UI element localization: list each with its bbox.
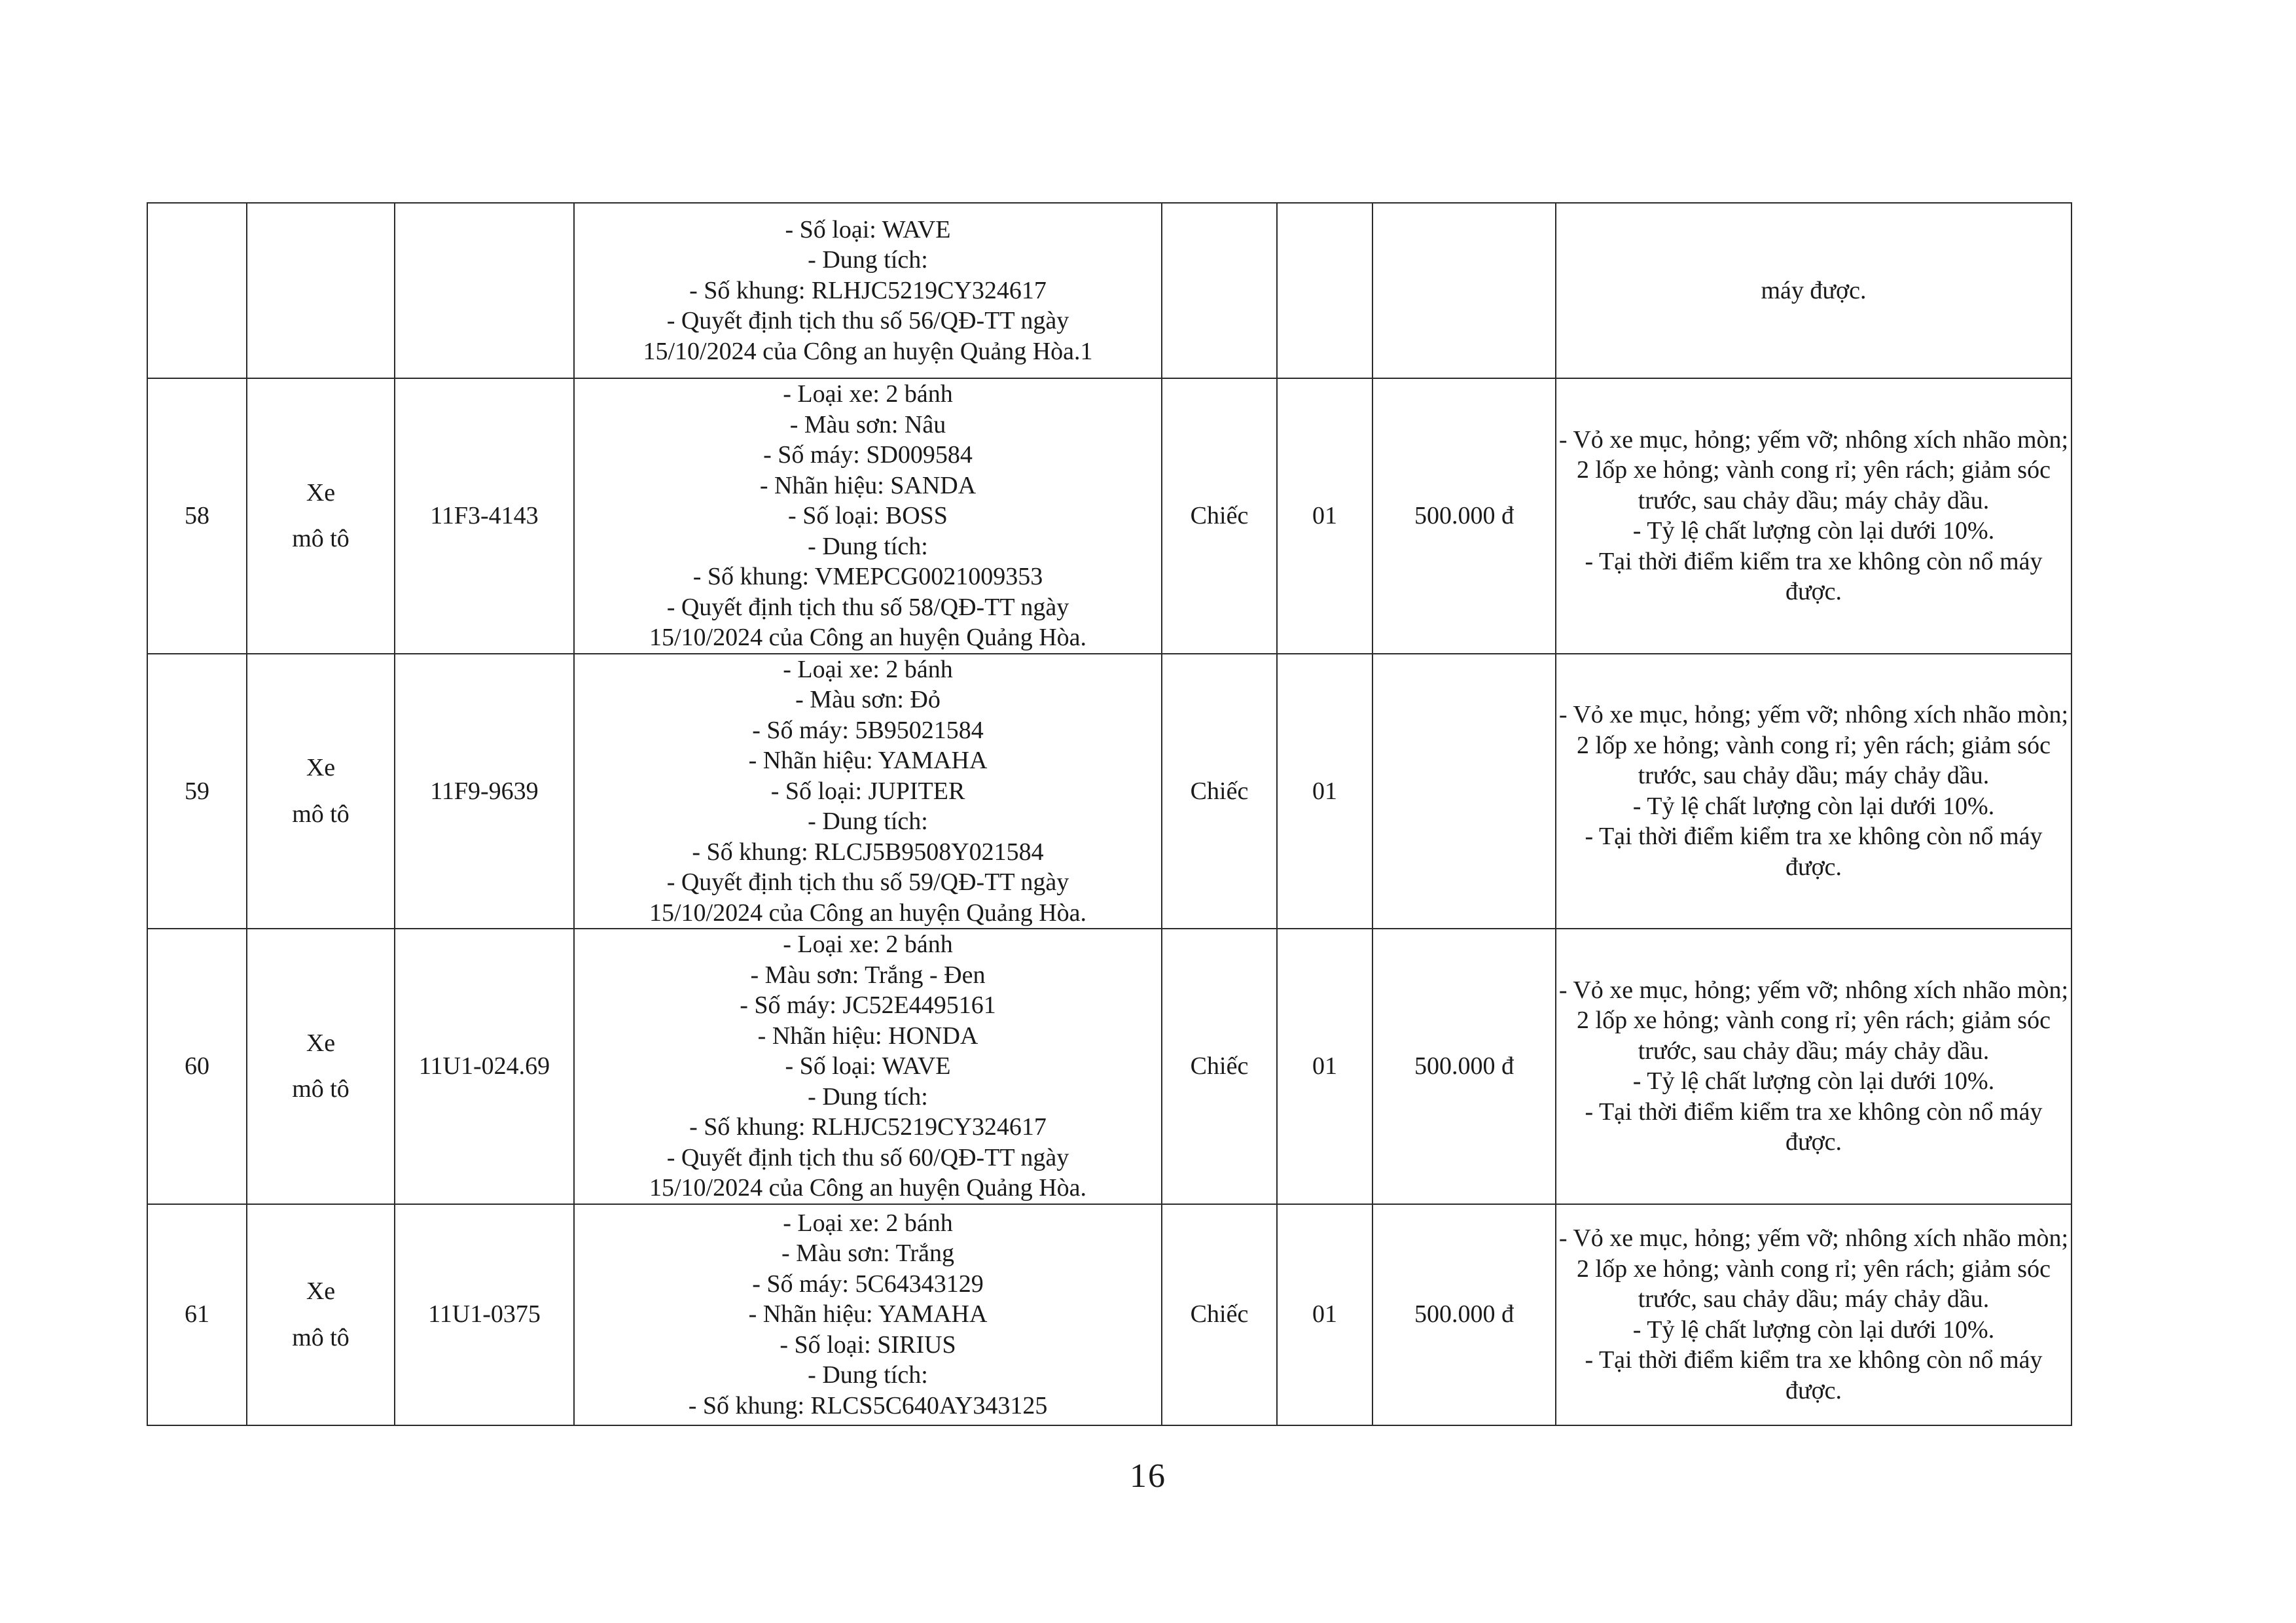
desc-line: - Dung tích: (808, 1082, 928, 1111)
cell-price: 500.000 đ (1372, 929, 1556, 1204)
cell-description (574, 929, 1162, 1204)
cell-condition (1556, 203, 2072, 378)
desc-line: - Số loại: WAVE (785, 1052, 951, 1080)
cell-name (247, 1204, 395, 1425)
desc-line: - Số loại: SIRIUS (780, 1330, 956, 1359)
desc-line: - Loại xe: 2 bánh (783, 655, 953, 683)
cell-qty: 01 (1277, 378, 1372, 654)
page-number: 16 (1130, 1457, 1166, 1495)
name-line2: mô tô (292, 800, 350, 828)
cell-qty: 01 (1277, 654, 1372, 929)
desc-line: - Số khung: RLHJC5219CY324617 (689, 1113, 1047, 1141)
cond-line: - Vỏ xe mục, hỏng; yếm vỡ; nhông xích nhão mòn; 2 lốp xe hỏng; vành cong rỉ; yên rách; giảm sóc trước, sau chảy dầu; máy chảy dầu. (1558, 976, 2069, 1065)
cell-name (247, 654, 395, 929)
desc-line: - Màu sơn: Trắng - Đen (750, 961, 986, 989)
desc-line: - Dung tích: (808, 246, 928, 274)
cell-plate (395, 203, 574, 378)
cell-condition (1556, 929, 2072, 1204)
cell-plate: 11F3-4143 (395, 378, 574, 654)
cond-line: - Tại thời điểm kiểm tra xe không còn nổ máy được. (1585, 1097, 2043, 1156)
desc-line: - Màu sơn: Nâu (789, 410, 946, 438)
desc-line: - Số máy: 5B95021584 (752, 716, 984, 744)
cell-description (574, 1204, 1162, 1425)
cell-qty: 01 (1277, 1204, 1372, 1425)
desc-line: - Số loại: JUPITER (770, 777, 965, 805)
name-line2: mô tô (292, 1323, 350, 1351)
cell-price: 500.000 đ (1372, 1204, 1556, 1425)
name-line2: mô tô (292, 525, 350, 553)
desc-line: - Loại xe: 2 bánh (783, 1209, 953, 1237)
desc-line: - Nhãn hiệu: SANDA (759, 471, 977, 499)
desc-line: - Loại xe: 2 bánh (783, 380, 953, 408)
desc-line: - Số khung: RLCJ5B9508Y021584 (692, 838, 1044, 866)
cell-no: 61 (147, 1204, 247, 1425)
cell-price: 500.000 đ (1372, 378, 1556, 654)
name-line1: Xe (306, 478, 336, 507)
desc-line: - Nhãn hiệu: YAMAHA (748, 747, 988, 774)
cell-unit: Chiếc (1162, 1204, 1277, 1425)
desc-line: - Dung tích: (808, 532, 928, 560)
cond-line: - Tại thời điểm kiểm tra xe không còn nổ máy được. (1585, 547, 2043, 606)
cell-price (1372, 203, 1556, 378)
cell-condition (1556, 654, 2072, 929)
cond-line: - Tỷ lệ chất lượng còn lại dưới 10%. (1632, 1315, 1995, 1344)
cell-name (247, 378, 395, 654)
cell-description (574, 203, 1162, 378)
table-row-continuation (147, 203, 2072, 378)
cell-plate: 11U1-0375 (395, 1204, 574, 1425)
table-row (147, 929, 2072, 1204)
cell-unit (1162, 203, 1277, 378)
desc-line: - Số máy: SD009584 (763, 441, 973, 469)
cond-line: - Tỷ lệ chất lượng còn lại dưới 10%. (1632, 792, 1995, 820)
cell-name (247, 203, 395, 378)
desc-line: - Quyết định tịch thu số 58/QĐ-TT ngày (666, 593, 1069, 621)
desc-line: - Quyết định tịch thu số 60/QĐ-TT ngày (666, 1143, 1069, 1171)
cell-plate: 11U1-024.69 (395, 929, 574, 1204)
cond-line: - Tại thời điểm kiểm tra xe không còn nổ máy được. (1585, 823, 2043, 881)
cell-no: 58 (147, 378, 247, 654)
desc-line: - Quyết định tịch thu số 59/QĐ-TT ngày (666, 868, 1069, 896)
cell-unit: Chiếc (1162, 654, 1277, 929)
asset-table (147, 202, 2072, 1426)
name-line2: mô tô (292, 1075, 350, 1103)
desc-line: - Số khung: VMEPCG0021009353 (692, 563, 1043, 590)
cell-qty (1277, 203, 1372, 378)
desc-line: - Số loại: BOSS (788, 502, 948, 529)
cell-qty: 01 (1277, 929, 1372, 1204)
cell-description (574, 654, 1162, 929)
desc-line: - Số loại: WAVE (785, 215, 951, 243)
table-row (147, 654, 2072, 929)
desc-line: - Số máy: 5C64343129 (752, 1270, 984, 1298)
cond-line: - Vỏ xe mục, hỏng; yếm vỡ; nhông xích nhão mòn; 2 lốp xe hỏng; vành cong rỉ; yên rách; giảm sóc trước, sau chảy dầu; máy chảy dầu. (1558, 1224, 2069, 1313)
name-line1: Xe (306, 754, 336, 782)
desc-line: - Số khung: RLCS5C640AY343125 (688, 1391, 1048, 1419)
table-row (147, 378, 2072, 654)
desc-line: - Số máy: JC52E4495161 (740, 991, 996, 1019)
cell-no: 60 (147, 929, 247, 1204)
cond-line: - Tỷ lệ chất lượng còn lại dưới 10%. (1632, 517, 1995, 545)
cond-line: - Tỷ lệ chất lượng còn lại dưới 10%. (1632, 1067, 1995, 1096)
cond-line: - Vỏ xe mục, hỏng; yếm vỡ; nhông xích nhão mòn; 2 lốp xe hỏng; vành cong rỉ; yên rách; giảm sóc trước, sau chảy dầu; máy chảy dầu. (1558, 425, 2069, 514)
cell-description (574, 378, 1162, 654)
cell-price (1372, 654, 1556, 929)
desc-line: 15/10/2024 của Công an huyện Quảng Hòa.1 (643, 337, 1093, 365)
name-line1: Xe (306, 1029, 336, 1057)
desc-line: - Dung tích: (808, 1361, 928, 1389)
cond-line: máy được. (1761, 276, 1867, 304)
cell-no: 59 (147, 654, 247, 929)
cell-unit: Chiếc (1162, 378, 1277, 654)
cell-condition (1556, 378, 2072, 654)
cell-plate: 11F9-9639 (395, 654, 574, 929)
desc-line: - Nhãn hiệu: HONDA (757, 1022, 978, 1050)
desc-line: - Loại xe: 2 bánh (783, 931, 953, 958)
name-line1: Xe (306, 1277, 336, 1305)
desc-line: - Dung tích: (808, 808, 928, 835)
cell-unit: Chiếc (1162, 929, 1277, 1204)
desc-line: - Màu sơn: Trắng (781, 1240, 954, 1268)
cell-no (147, 203, 247, 378)
desc-line: 15/10/2024 của Công an huyện Quảng Hòa. (649, 899, 1087, 927)
cell-condition (1556, 1204, 2072, 1425)
desc-line: 15/10/2024 của Công an huyện Quảng Hòa. (649, 1174, 1087, 1202)
cond-line: - Vỏ xe mục, hỏng; yếm vỡ; nhông xích nhão mòn; 2 lốp xe hỏng; vành cong rỉ; yên rách; giảm sóc trước, sau chảy dầu; máy chảy dầu. (1558, 701, 2069, 790)
desc-line: - Số khung: RLHJC5219CY324617 (689, 276, 1047, 304)
desc-line: 15/10/2024 của Công an huyện Quảng Hòa. (649, 624, 1087, 651)
desc-line: - Nhãn hiệu: YAMAHA (748, 1300, 988, 1329)
cell-name (247, 929, 395, 1204)
desc-line: - Quyết định tịch thu số 56/QĐ-TT ngày (666, 307, 1069, 335)
table-row (147, 1204, 2072, 1425)
cond-line: - Tại thời điểm kiểm tra xe không còn nổ máy được. (1585, 1346, 2043, 1404)
desc-line: - Màu sơn: Đỏ (795, 686, 941, 713)
